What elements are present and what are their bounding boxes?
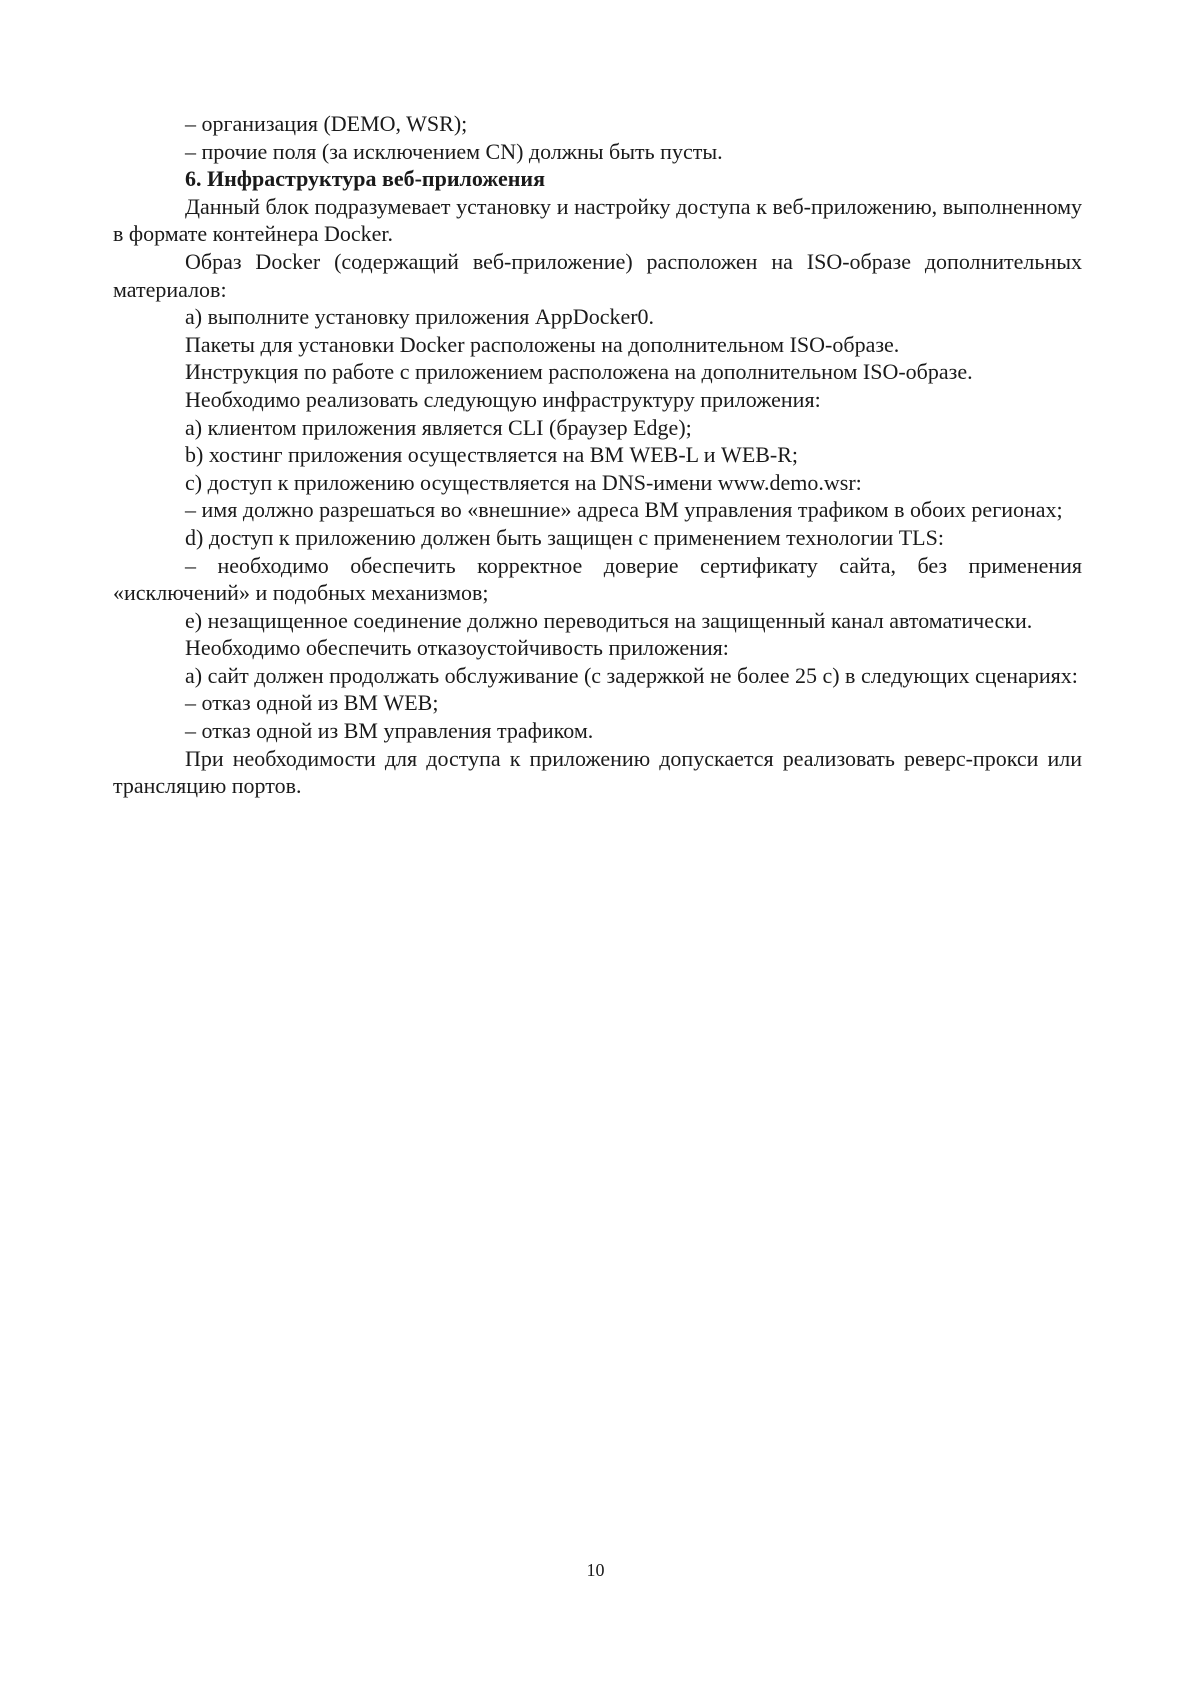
paragraph-intro: Данный блок подразумевает установку и настройку доступа к веб-приложению, выполненному в формате контейнера Docker. (113, 193, 1082, 247)
paragraph-fault-tolerance: Необходимо обеспечить отказоустойчивость приложения: (185, 635, 729, 661)
list-item-dns-access: c) доступ к приложению осуществляется на DNS-имени www.demo.wsr: (185, 469, 862, 495)
list-item-redirect: e) незащищенное соединение должно переводиться на защищенный канал автоматически. (185, 607, 1033, 633)
paragraph-reverse-proxy: При необходимости для доступа к приложению допускается реализовать реверс-прокси или трансляцию портов. (113, 745, 1082, 799)
list-item-traffic-failure: – отказ одной из ВМ управления трафиком. (185, 718, 594, 744)
list-item-hosting: b) хостинг приложения осуществляется на ВМ WEB-L и WEB-R; (185, 442, 799, 468)
paragraph-instructions: Инструкция по работе с приложением расположена на дополнительном ISO-образе. (185, 359, 973, 385)
list-item-web-failure: – отказ одной из ВМ WEB; (185, 690, 439, 716)
list-item-organization: – организация (DEMO, WSR); (185, 111, 468, 136)
list-item-client: a) клиентом приложения является CLI (браузер Edge); (185, 414, 692, 440)
list-item-scenarios: a) сайт должен продолжать обслуживание (с задержкой не более 25 с) в следующих сценариях: (185, 662, 1078, 688)
paragraph-infrastructure: Необходимо реализовать следующую инфраструктуру приложения: (185, 386, 821, 412)
paragraph-docker-image: Образ Docker (содержащий веб-приложение) расположен на ISO-образе дополнительных материалов: (113, 248, 1082, 302)
page-number: 10 (586, 1560, 605, 1580)
list-item-certificate-trust: – необходимо обеспечить корректное доверие сертификату сайта, без применения «исключений» и подобных механизмов; (113, 552, 1082, 606)
paragraph-docker-packages: Пакеты для установки Docker расположены на дополнительном ISO-образе. (185, 331, 900, 357)
list-item-other-fields: – прочие поля (за исключением CN) должны быть пусты. (185, 138, 723, 164)
list-item-install-app: a) выполните установку приложения AppDocker0. (185, 304, 655, 330)
list-item-tls: d) доступ к приложению должен быть защищен с применением технологии TLS: (185, 524, 944, 550)
section-heading: 6. Инфраструктура веб-приложения (185, 166, 545, 192)
document-page (113, 110, 1082, 800)
list-item-name-resolution: – имя должно разрешаться во «внешние» адреса ВМ управления трафиком в обоих регионах; (185, 497, 1063, 523)
